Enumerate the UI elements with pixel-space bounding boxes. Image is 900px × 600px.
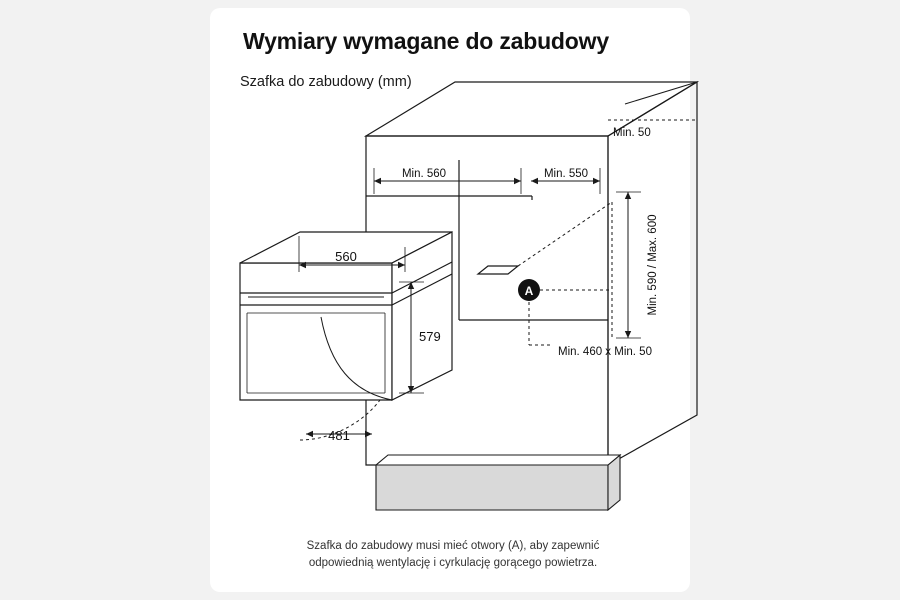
label-579: 579 [419, 329, 441, 344]
label-min-550: Min. 550 [543, 168, 589, 180]
marker-a-letter: A [524, 284, 534, 298]
dim-min-560 [374, 168, 521, 194]
label-min-50-top: Min. 50 [613, 127, 651, 139]
dim-min-590-max-600 [616, 192, 641, 338]
cabinet-plinth [376, 455, 620, 510]
label-481: 481 [328, 428, 350, 443]
label-min-460-x-min-50: Min. 460 x Min. 50 [558, 346, 652, 358]
footer-note-line-1: Szafka do zabudowy musi mieć otwory (A), aby zapewnić [306, 540, 600, 552]
footer-note-line-2: odpowiednią wentylację i cyrkulację gorącego powietrza. [308, 556, 598, 569]
marker-a [518, 279, 540, 301]
dim-min-50-top [608, 82, 697, 120]
label-min-590-max-600: Min. 590 / Max. 600 [647, 214, 659, 316]
vent-leader-lines [508, 202, 612, 345]
page-subtitle: Szafka do zabudowy (mm) [240, 74, 412, 90]
page-title: Wymiary wymagane do zabudowy [243, 28, 609, 54]
label-min-560: Min. 560 [401, 168, 447, 180]
footer-note [248, 538, 658, 571]
label-560: 560 [335, 249, 357, 264]
